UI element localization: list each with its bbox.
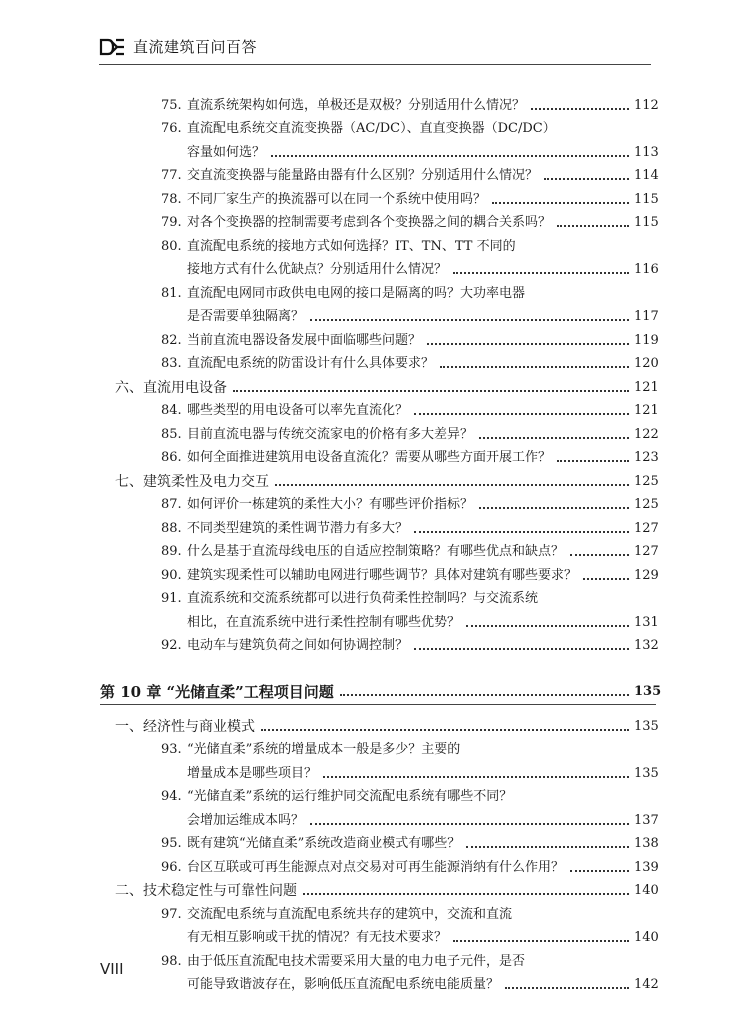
dot-leader (414, 648, 629, 650)
toc-entry-number: 87. (161, 497, 182, 512)
toc-entry-number: 88. (161, 520, 182, 536)
toc-page-number: 137 (634, 812, 659, 828)
toc-entry[interactable] (100, 829, 659, 853)
toc-entry-number: 82. (161, 332, 182, 348)
toc-entry-number: 91. (161, 591, 182, 606)
toc-entry[interactable] (100, 419, 659, 443)
dot-leader (323, 776, 629, 778)
toc-entry-text: 台区互联或可再生能源点对点交易对可再生能源消纳有什么作用？ (187, 859, 565, 875)
toc-entry-text: 直流系统和交流系统都可以进行负荷柔性控制吗？与交流系统 (187, 591, 539, 606)
toc-page-number: 121 (634, 379, 659, 395)
dc-logo-icon (99, 38, 125, 56)
toc-entry[interactable] (100, 852, 659, 876)
toc-entry-continuation[interactable] (100, 970, 659, 994)
running-header (99, 36, 257, 57)
toc-section-title: 二、技术稳定性与可靠性问题 (115, 883, 297, 899)
dot-leader (544, 178, 629, 180)
dot-leader (440, 366, 629, 368)
toc-entry-number: 76. (161, 121, 182, 136)
toc-entry-number: 95. (161, 836, 182, 851)
toc-section[interactable] (100, 372, 659, 396)
toc-entry-number: 75. (161, 97, 182, 113)
toc-entry[interactable] (100, 208, 659, 232)
toc-page-number: 115 (634, 191, 659, 207)
toc-chapter-title: 第 10 章 “光储直柔”工程项目问题 (100, 683, 334, 701)
dot-leader (414, 413, 629, 415)
toc-entry-text: 直流配电系统的接地方式如何选择？IT、TN、TT 不同的 (187, 238, 516, 254)
toc-entry-text: 增量成本是哪些项目？ (187, 765, 318, 781)
dot-leader (557, 225, 629, 227)
toc-page-number: 125 (634, 497, 659, 512)
toc-section[interactable] (100, 876, 659, 900)
dot-leader (414, 531, 629, 533)
dot-leader (261, 729, 629, 731)
toc-entry-continuation[interactable] (100, 923, 659, 947)
toc-entry-number: 97. (161, 906, 182, 922)
toc-entry[interactable] (100, 161, 659, 185)
toc-entry-text: “光储直柔”系统的运行维护同交流配电系统有哪些不同？ (187, 789, 513, 804)
toc-entry-text: 不同类型建筑的柔性调节潜力有多大？ (187, 520, 409, 536)
toc-entry[interactable] (100, 560, 659, 584)
toc-entry[interactable] (100, 490, 659, 514)
toc-entry-continuation[interactable] (100, 758, 659, 782)
toc-page-number: 125 (634, 473, 659, 489)
dot-leader (505, 987, 629, 989)
toc-entry-text: 直流配电系统交直流变换器（AC/DC）、直直变换器（DC/DC） (187, 121, 556, 136)
toc-entry-number: 80. (161, 238, 182, 254)
dot-leader (492, 202, 629, 204)
toc-entry-text: 电动车与建筑负荷之间如何协调控制？ (187, 638, 409, 653)
dot-leader (466, 625, 629, 627)
toc-entry[interactable] (100, 90, 659, 114)
toc-entry-text: 目前直流电器与传统交流家电的价格有多大差异？ (187, 426, 474, 442)
toc-entry-text: 当前直流电器设备发展中面临哪些问题？ (187, 332, 422, 348)
toc-entry-text: 不同厂家生产的换流器可以在同一个系统中使用吗？ (187, 191, 487, 207)
toc-entry-number: 84. (161, 403, 182, 418)
toc-entry[interactable] (100, 325, 659, 349)
toc-entry[interactable] (100, 946, 656, 970)
toc-section-title: 六、直流用电设备 (115, 379, 227, 396)
toc-entry-text: 可能导致谐波存在，影响低压直流配电系统电能质量？ (187, 977, 500, 992)
toc-entry[interactable] (100, 443, 659, 467)
toc-entry-number: 81. (161, 285, 182, 301)
toc-entry-number: 83. (161, 356, 182, 371)
toc-entry-number: 90. (161, 567, 182, 583)
dot-leader (310, 823, 629, 825)
toc-page-number: 122 (634, 426, 659, 442)
toc-entry-text: 会增加运维成本吗？ (187, 812, 305, 828)
toc-entry[interactable] (100, 899, 656, 923)
toc-entry-text: 如何评价一栋建筑的柔性大小？有哪些评价指标？ (187, 497, 474, 512)
toc-page-number: 117 (634, 309, 659, 324)
toc-page-number: 121 (634, 403, 659, 418)
dot-leader (531, 108, 629, 110)
toc-entry-text: 交流配电系统与直流配电系统共存的建筑中，交流和直流 (187, 906, 513, 922)
toc-entry[interactable] (100, 114, 656, 138)
toc-entry[interactable] (100, 782, 656, 806)
toc-section-title: 七、建筑柔性及电力交互 (115, 473, 269, 490)
toc-entry-continuation[interactable] (100, 607, 659, 631)
toc-page-number: 140 (634, 930, 659, 945)
toc-page-number: 120 (634, 356, 659, 371)
toc-page-number: 142 (634, 977, 659, 992)
chapter-spacer (100, 654, 656, 666)
toc-entry-continuation[interactable] (100, 255, 659, 279)
toc-entry-continuation[interactable] (100, 302, 659, 326)
toc-page-number: 131 (634, 614, 659, 630)
toc-entry-number: 93. (161, 742, 182, 757)
table-of-contents (100, 90, 662, 993)
toc-entry-text: 如何全面推进建筑用电设备直流化？需要从哪些方面开展工作？ (187, 450, 552, 465)
toc-page-number: 127 (634, 544, 659, 559)
toc-entry-text: 既有建筑“光储直柔”系统改造商业模式有哪些？ (187, 836, 461, 851)
toc-page-number: 138 (634, 836, 659, 851)
toc-entry-text: “光储直柔”系统的增量成本一般是多少？主要的 (187, 742, 461, 757)
toc-entry-text: 对各个变换器的控制需要考虑到各个变换器之间的耦合关系吗？ (187, 215, 552, 230)
page-number: VIII (100, 960, 124, 978)
toc-page-number: 127 (634, 520, 659, 536)
toc-entry-number: 86. (161, 450, 182, 465)
toc-entry-text: 接地方式有什么优缺点？分别适用什么情况？ (187, 262, 448, 277)
dot-leader (479, 437, 629, 439)
toc-page-number: 135 (634, 684, 662, 699)
toc-entry[interactable] (100, 584, 656, 608)
toc-section[interactable] (100, 466, 659, 490)
toc-entry-number: 98. (161, 953, 182, 969)
toc-entry-text: 有无相互影响或干扰的情况？有无技术要求？ (187, 930, 448, 945)
toc-page-number: 139 (634, 859, 659, 875)
dot-leader (570, 554, 629, 556)
toc-entry-text: 相比，在直流系统中进行柔性控制有哪些优势？ (187, 614, 461, 630)
toc-entry-text: 什么是基于直流母线电压的自适应控制策略？有哪些优点和缺点？ (187, 544, 565, 559)
toc-entry-text: 容量如何选？ (187, 144, 266, 160)
toc-chapter[interactable] (100, 666, 662, 701)
toc-entry-text: 是否需要单独隔离？ (187, 309, 305, 324)
toc-entry-text: 直流系统架构如何选，单极还是双极？分别适用什么情况？ (187, 97, 526, 113)
toc-entry-continuation[interactable] (100, 805, 659, 829)
toc-entry-number: 79. (161, 215, 182, 230)
toc-entry[interactable] (100, 537, 659, 561)
toc-entry-continuation[interactable] (100, 137, 659, 161)
chapter-divider (100, 704, 656, 705)
toc-entry[interactable] (100, 631, 659, 655)
toc-entry-number: 89. (161, 544, 182, 559)
toc-page-number: 140 (634, 883, 659, 898)
dot-leader (453, 272, 629, 274)
toc-entry[interactable] (100, 231, 656, 255)
toc-entry[interactable] (100, 513, 659, 537)
toc-page-number: 116 (634, 262, 659, 277)
dot-leader (570, 870, 629, 872)
toc-page-number: 115 (634, 215, 659, 230)
dot-leader (427, 343, 629, 345)
toc-page-number: 119 (634, 332, 659, 348)
dot-leader (479, 507, 629, 509)
toc-entry[interactable] (100, 735, 656, 759)
toc-page-number: 132 (634, 638, 659, 653)
dot-leader (310, 319, 629, 321)
toc-page-number: 113 (634, 144, 659, 160)
dot-leader (303, 893, 629, 895)
toc-page-number: 129 (634, 567, 659, 583)
toc-entry[interactable] (100, 396, 659, 420)
dot-leader (340, 694, 629, 696)
toc-entry[interactable] (100, 184, 659, 208)
toc-entry-text: 建筑实现柔性可以辅助电网进行哪些调节？具体对建筑有哪些要求？ (187, 567, 578, 583)
toc-entry-text: 哪些类型的用电设备可以率先直流化？ (187, 403, 409, 418)
toc-entry-text: 直流配电系统的防雷设计有什么具体要求？ (187, 356, 435, 371)
toc-page-number: 123 (634, 450, 659, 465)
dot-leader (233, 390, 629, 392)
dot-leader (583, 578, 629, 580)
toc-entry-number: 96. (161, 859, 182, 875)
toc-entry-number: 77. (161, 168, 182, 183)
dot-leader (466, 846, 629, 848)
toc-section[interactable] (100, 711, 659, 735)
toc-entry-number: 85. (161, 426, 182, 442)
toc-page-number: 135 (634, 718, 659, 734)
toc-entry-number: 92. (161, 638, 182, 653)
toc-page-number: 114 (634, 168, 659, 183)
toc-entry[interactable] (100, 278, 656, 302)
toc-entry[interactable] (100, 349, 659, 373)
toc-entry-number: 94. (161, 789, 182, 804)
dot-leader (271, 155, 629, 157)
toc-page-number: 135 (634, 765, 659, 781)
toc-page-number: 112 (634, 97, 659, 113)
toc-entry-number: 78. (161, 191, 182, 207)
header-divider (99, 64, 651, 65)
dot-leader (557, 460, 629, 462)
book-title: 直流建筑百问百答 (133, 38, 258, 56)
toc-entry-text: 由于低压直流配电技术需要采用大量的电力电子元件，是否 (187, 953, 526, 969)
toc-entry-text: 交直流变换器与能量路由器有什么区别？分别适用什么情况？ (187, 168, 539, 183)
dot-leader (275, 484, 629, 486)
dot-leader (453, 940, 629, 942)
toc-section-title: 一、经济性与商业模式 (115, 718, 255, 735)
toc-entry-text: 直流配电网同市政供电电网的接口是隔离的吗？大功率电器 (187, 285, 526, 301)
